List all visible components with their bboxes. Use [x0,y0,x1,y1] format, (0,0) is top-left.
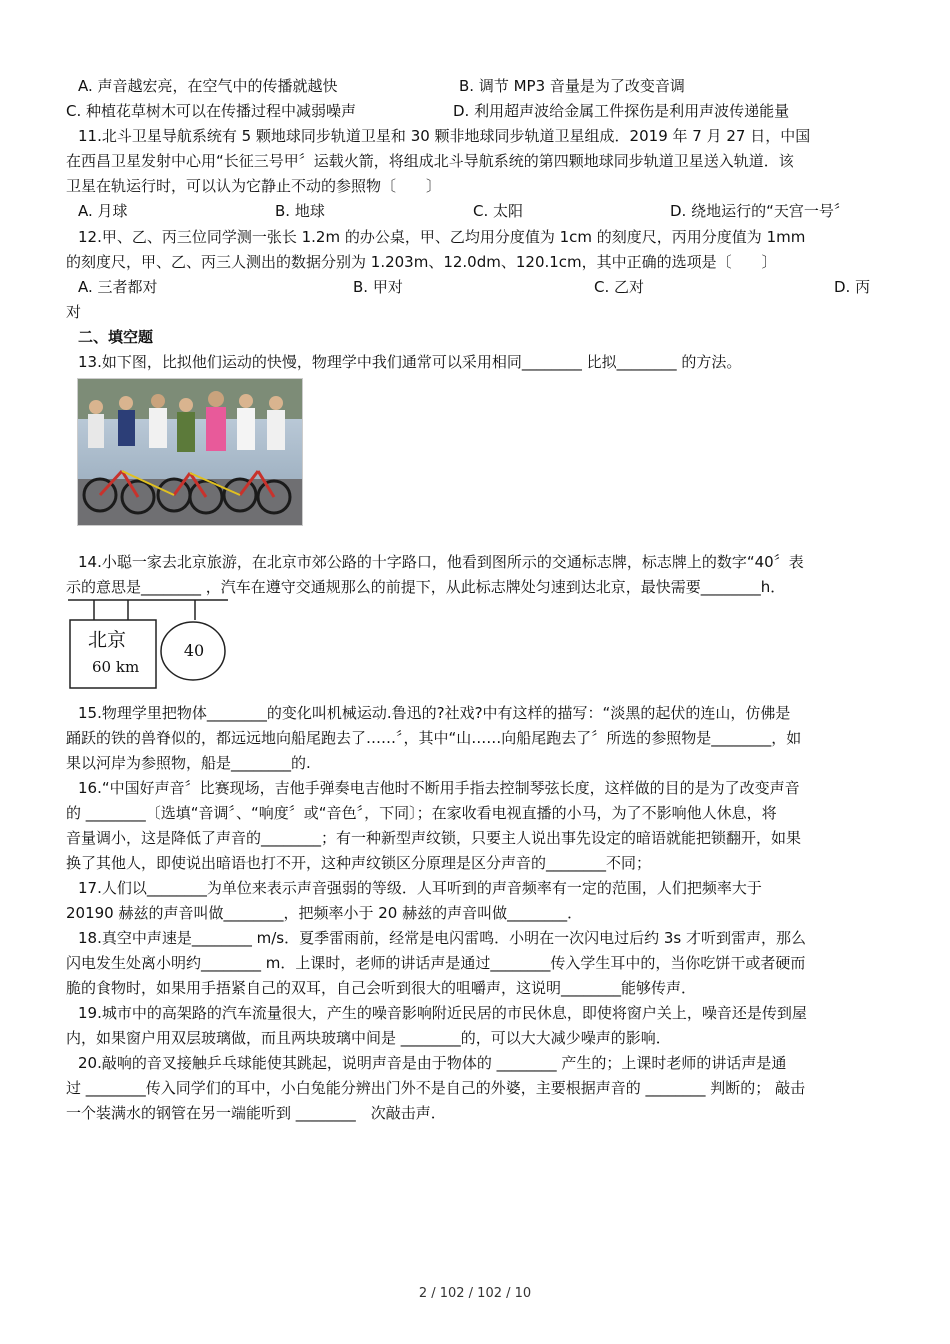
q12-option-d-continued: 对 [66,303,82,321]
rider-2 [118,396,135,446]
sign-distance-label: 60 km [92,658,140,676]
rider-1 [88,400,104,448]
q12-option-b: B. 甲对 [353,278,403,296]
sign-speed-label: 40 [183,641,205,660]
rider-5 [206,391,226,451]
rider-3 [149,394,167,448]
q18-line-1: 18.真空中声速是________ m/s．夏季雷雨前，经常是电闪雷鸣．小明在一次闪电过后约 3s 才听到雷声，那么 [78,929,807,947]
q11-option-b: B. 地球 [275,202,325,220]
q10-option-a: A. 声音越宏亮，在空气中的传播就越快 [78,77,338,95]
page-number-footer: 2 / 102 / 102 / 10 [418,1286,532,1301]
q19-line-2: 内，如果窗户用双层玻璃做，而且两块玻璃中间是 ________的，可以大大减少噪声的影响． [66,1029,671,1047]
q12-line-2: 的刻度尺，甲、乙、丙三人测出的数据分别为 1.203m、12.0dm、120.1cm，其中正确的选项是〔 〕 [66,253,777,271]
cyclists-photo [77,378,303,526]
rider-4 [177,398,195,452]
q11-option-a: A. 月球 [78,202,128,220]
q12-option-c: C. 乙对 [594,278,645,296]
q10-option-c: C. 种植花草树木可以在传播过程中减弱噪声 [66,102,357,120]
q11-line-2: 在西昌卫星发射中心用“长征三号甲〞运载火箭，将组成北斗导航系统的第四颗地球同步轨道卫星送入轨道．该 [66,152,794,170]
rider-7 [267,396,285,450]
q18-line-2: 闪电发生处离小明约________ m．上课时，老师的讲话声是通过________传入学生耳中的，当你吃饼干或者硬而 [66,954,806,972]
q14-line-2: 示的意思是________ ，汽车在遵守交通规那么的前提下，从此标志牌处匀速到达北京，最快需要________h． [66,578,786,596]
q12-option-a: A. 三者都对 [78,278,158,296]
q19-line-1: 19.城市中的高架路的汽车流量很大，产生的噪音影响附近民居的市民休息，即使将窗户关上，噪音还是传到屋 [78,1004,807,1022]
q11-option-c: C. 太阳 [473,202,524,220]
q11-option-d: D. 绕地运行的“天宫一号〞 [670,202,849,220]
q20-line-3: 一个装满水的钢管在另一端能听到 ________ 次敲击声． [66,1104,446,1122]
q16-line-3: 音量调小，这是降低了声音的________；有一种新型声纹锁，只要主人说出事先设定的暗语就能把锁翻开，如果 [66,829,802,847]
section-heading-fill-in: 二、填空题 [78,328,154,346]
cyclists-illustration [78,379,302,525]
q15-line-2: 踊跃的铁的兽脊似的，都远远地向船尾跑去了……〞，其中“山……向船尾跑去了〞所选的参照物是________，如 [66,729,802,747]
q10-option-d: D. 利用超声波给金属工件探伤是利用声波传递能量 [453,102,790,120]
q10-option-b: B. 调节 MP3 音量是为了改变音调 [459,77,685,95]
sign-city-label: 北京 [88,629,127,651]
q16-line-1: 16.“中国好声音〞比赛现场，吉他手弹奏电吉他时不断用手指去控制琴弦长度，这样做的目的是为了改变声音 [78,779,800,797]
q16-line-2: 的 ________〔选填“音调〞、“响度〞或“音色〞，下同〕；在家收看电视直播的小马，为了不影响他人休息，将 [66,804,777,822]
q11-line-1: 11.北斗卫星导航系统有 5 颗地球同步轨道卫星和 30 颗非地球同步轨道卫星组成．2019 年 7 月 27 日，中国 [78,127,811,145]
traffic-sign-figure [68,598,238,693]
q20-line-2: 过 ________传入同学们的耳中，小白兔能分辨出门外不是自己的外婆，主要根据声音的 ________ 判断的； 敲击 [66,1079,806,1097]
q16-line-4: 换了其他人，即使说出暗语也打不开，这种声纹锁区分原理是区分声音的________不同； [66,854,652,872]
q15-line-1: 15.物理学里把物体________的变化叫机械运动.鲁迅的?社戏?中有这样的描写：“淡黑的起伏的连山，仿佛是 [78,704,791,722]
q11-line-3: 卫星在轨运行时，可以认为它静止不动的参照物〔 〕 [66,177,442,195]
q18-line-3: 脆的食物时，如果用手捂紧自己的双耳，自己会听到很大的咀嚼声，这说明________能够传声． [66,979,697,997]
q17-line-2: 20190 赫兹的声音叫做________，把频率小于 20 赫兹的声音叫做________． [66,904,583,922]
q17-line-1: 17.人们以________为单位来表示声音强弱的等级．人耳听到的声音频率有一定的范围，人们把频率大于 [78,879,762,897]
rider-6 [237,394,255,450]
q12-option-d: D. 丙 [834,278,871,296]
q14-line-1: 14.小聪一家去北京旅游，在北京市郊公路的十字路口，他看到图所示的交通标志牌，标志牌上的数字“40〞表 [78,553,804,571]
q13-line-1: 13.如下图，比拟他们运动的快慢，物理学中我们通常可以采用相同________ 比拟________ 的方法。 [78,353,742,371]
q12-line-1: 12.甲、乙、丙三位同学测一张长 1.2m 的办公桌，甲、乙均用分度值为 1cm 的刻度尺，丙用分度值为 1mm [78,228,806,246]
q15-line-3: 果以河岸为参照物，船是________的. [66,754,311,772]
q20-line-1: 20.敲响的音叉接触乒乓球能使其跳起，说明声音是由于物体的 ________ 产生的；上课时老师的讲话声是通 [78,1054,787,1072]
